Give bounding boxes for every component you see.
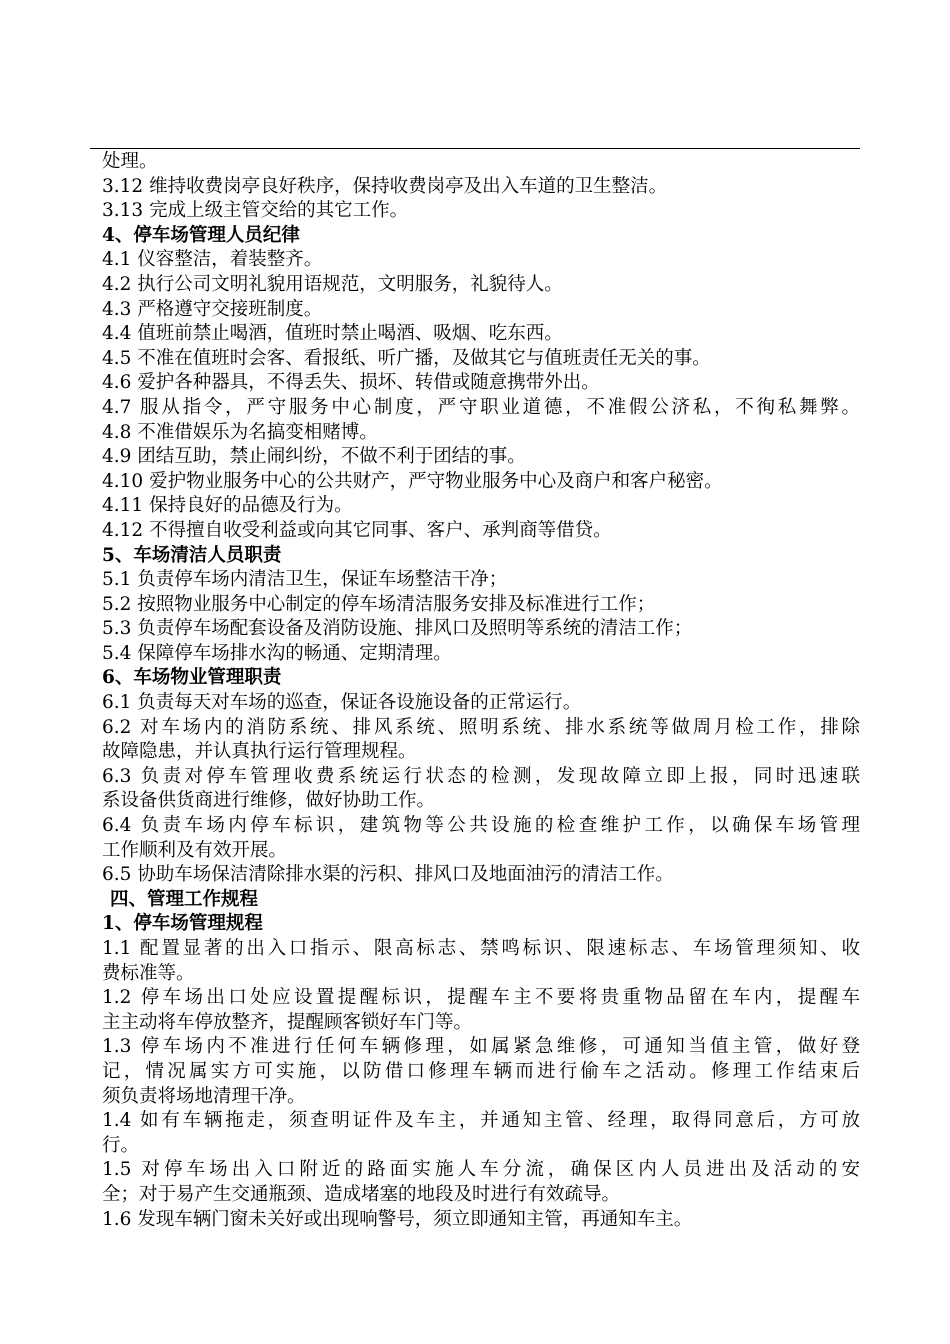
text-line: 须负责将场地清理干净。 <box>102 1085 306 1107</box>
text-line: 1.5 对停车场出入口附近的路面实施人车分流，确保区内人员进出及活动的安 <box>102 1159 860 1181</box>
text-line: 4.5 不准在值班时会客、看报纸、听广播，及做其它与值班责任无关的事。 <box>102 347 711 369</box>
section-heading: 5、车场清洁人员职责 <box>102 544 282 566</box>
text-line: 费标准等。 <box>102 962 195 984</box>
text-line: 5.3 负责停车场配套设备及消防设施、排风口及照明等系统的清洁工作； <box>102 618 693 640</box>
section-heading: 6、车场物业管理职责 <box>102 667 282 689</box>
text-line: 6.5 协助车场保洁清除排水渠的污积、排风口及地面油污的清洁工作。 <box>102 864 674 886</box>
header-rule <box>90 148 860 149</box>
text-line: 4.9 团结互助，禁止闹纠纷，不做不利于团结的事。 <box>102 446 526 468</box>
text-line: 3.13 完成上级主管交给的其它工作。 <box>102 200 409 222</box>
text-line: 6.1 负责每天对车场的巡查，保证各设施设备的正常运行。 <box>102 692 582 714</box>
text-line: 3.12 维持收费岗亭良好秩序，保持收费岗亭及出入车道的卫生整洁。 <box>102 175 668 197</box>
text-line: 1.4 如有车辆拖走，须查明证件及车主，并通知主管、经理，取得同意后，方可放 <box>102 1110 860 1132</box>
text-line: 6.4 负责车场内停车标识，建筑物等公共设施的检查维护工作，以确保车场管理 <box>102 815 860 837</box>
text-line: 4.11 保持良好的品德及行为。 <box>102 495 353 517</box>
text-line: 4.8 不准借娱乐为名搞变相赌博。 <box>102 421 378 443</box>
text-line: 4.6 爱护各种器具，不得丢失、损坏、转借或随意携带外出。 <box>102 372 600 394</box>
text-line: 4.10 爱护物业服务中心的公共财产，严守物业服务中心及商户和客户秘密。 <box>102 470 723 492</box>
text-line: 6.3 负责对停车管理收费系统运行状态的检测，发现故障立即上报，同时迅速联 <box>102 765 860 787</box>
text-line: 记，情况属实方可实施，以防借口修理车辆而进行偷车之活动。修理工作结束后 <box>102 1060 860 1082</box>
text-line: 全；对于易产生交通瓶颈、造成堵塞的地段及时进行有效疏导。 <box>102 1183 621 1205</box>
text-line: 4.7 服从指令，严守服务中心制度，严守职业道德，不准假公济私，不徇私舞弊。 <box>102 396 860 418</box>
document-body <box>102 150 860 1232</box>
text-line: 5.4 保障停车场排水沟的畅通、定期清理。 <box>102 642 452 664</box>
text-line: 1.3 停车场内不准进行任何车辆修理，如属紧急维修，可通知当值主管，做好登 <box>102 1036 860 1058</box>
section-heading: 1、停车场管理规程 <box>102 913 263 935</box>
text-line: 主主动将车停放整齐，提醒顾客锁好车门等。 <box>102 1011 473 1033</box>
text-line: 行。 <box>102 1134 140 1156</box>
text-line: 4.3 严格遵守交接班制度。 <box>102 298 323 320</box>
text-line: 故障隐患，并认真执行运行管理规程。 <box>102 741 417 763</box>
text-line: 4.12 不得擅自收受利益或向其它同事、客户、承判商等借贷。 <box>102 519 612 541</box>
text-line: 处理。 <box>102 151 158 172</box>
text-line: 1.6 发现车辆门窗未关好或出现响警号，须立即通知主管，再通知车主。 <box>102 1208 693 1230</box>
text-line: 工作顺利及有效开展。 <box>102 839 288 861</box>
section-heading: 四、管理工作规程 <box>110 888 259 910</box>
text-line: 4.2 执行公司文明礼貌用语规范，文明服务，礼貌待人。 <box>102 273 563 295</box>
text-line: 1.1 配置显著的出入口指示、限高标志、禁鸣标识、限速标志、车场管理须知、收 <box>102 938 860 959</box>
text-line: 4.4 值班前禁止喝酒，值班时禁止喝酒、吸烟、吃东西。 <box>102 323 563 345</box>
text-line: 1.2 停车场出口处应设置提醒标识，提醒车主不要将贵重物品留在车内，提醒车 <box>102 987 860 1009</box>
section-heading: 4、停车场管理人员纪律 <box>102 224 300 246</box>
text-line: 5.2 按照物业服务中心制定的停车场清洁服务安排及标准进行工作； <box>102 593 656 615</box>
text-line: 5.1 负责停车场内清洁卫生，保证车场整洁干净； <box>102 569 508 591</box>
text-line: 4.1 仪容整洁，着装整齐。 <box>102 249 323 271</box>
text-line: 系设备供货商进行维修，做好协助工作。 <box>102 790 436 812</box>
text-line: 6.2 对车场内的消防系统、排风系统、照明系统、排水系统等做周月检工作，排除 <box>102 716 860 738</box>
